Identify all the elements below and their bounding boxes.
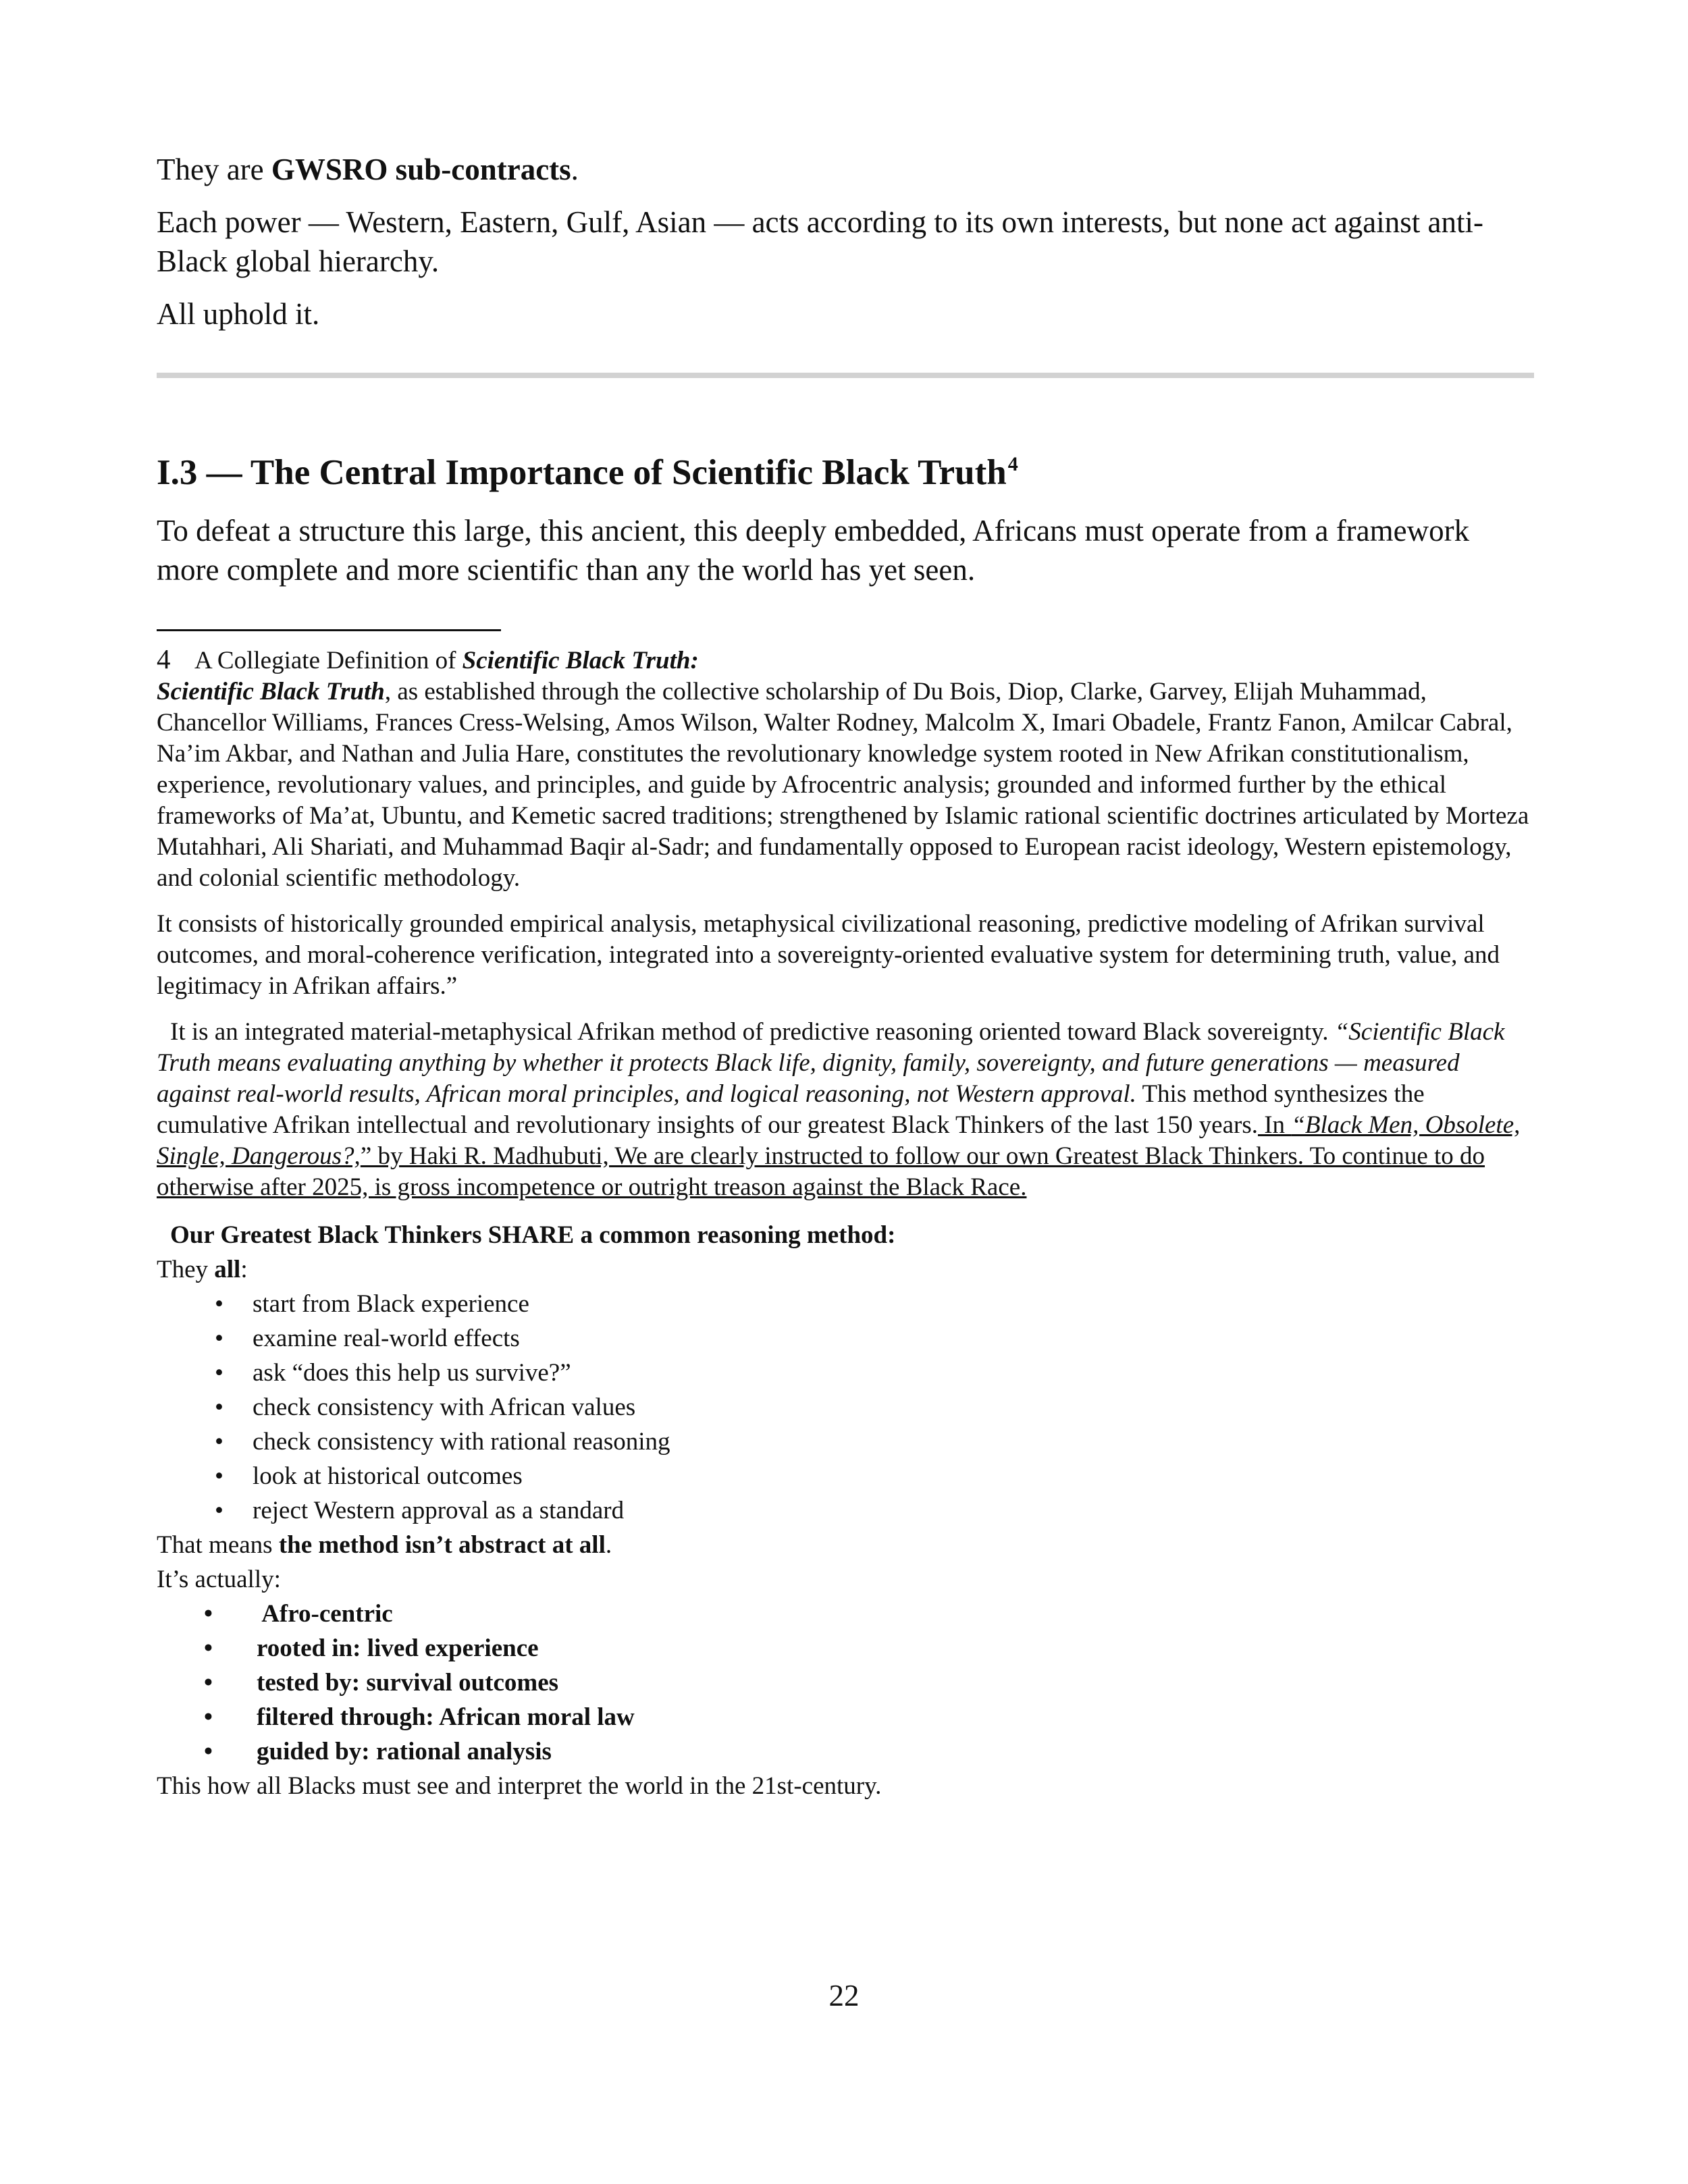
bullet-icon: • <box>204 1600 213 1628</box>
paragraph: Each power — Western, Eastern, Gulf, Asian — acts according to its own interests, but none act against anti-Black global hierarchy. <box>157 205 1484 278</box>
section-intro: To defeat a structure this large, this ancient, this deeply embedded, Africans must operate from a framework more complete and more scientific than any the world has yet seen. <box>157 514 1470 587</box>
list-item: • check consistency with rational reasoning <box>157 1424 1534 1459</box>
bullet-icon: • <box>215 1497 223 1524</box>
top-paragraphs <box>157 150 1534 334</box>
page-number: 22 <box>828 1979 860 2013</box>
section-header <box>157 449 1534 589</box>
text: They are <box>157 153 271 186</box>
list-item: • look at historical outcomes <box>157 1459 1534 1493</box>
list-item: • start from Black experience <box>157 1287 1534 1321</box>
text: A Collegiate Definition of <box>194 647 463 674</box>
line: They all: <box>157 1256 248 1283</box>
text: This method synthesizes the cumulative Afrikan intellectual and revolutionary insights of our greatest Black Thinkers of the last 150 years. <box>157 1080 1425 1139</box>
list-item: • examine real-world effects <box>157 1321 1534 1356</box>
list-item: • reject Western approval as a standard <box>157 1493 1534 1528</box>
qualities-list <box>157 1597 1534 1769</box>
bullet-icon: • <box>215 1359 223 1387</box>
definition-paragraph <box>157 676 1534 894</box>
footnote-title <box>157 643 1534 676</box>
bullet-icon: • <box>215 1462 223 1490</box>
paragraph: All uphold it. <box>157 297 320 331</box>
list-item: • Afro-centric <box>157 1597 1534 1631</box>
footnote-paragraph: It consists of historically grounded empirical analysis, metaphysical civilizational reasoning, predictive modeling of Afrikan survival outcomes, and moral-coherence verification, integrated into a sovereignty-oriented evaluative system for determining truth, value, and legitimacy in Afrikan affairs.” <box>157 910 1500 1000</box>
section-divider <box>157 373 1534 378</box>
footnote-reference[interactable]: 4 <box>1007 453 1018 475</box>
paragraph <box>157 150 1534 189</box>
thinkers-heading: Our Greatest Black Thinkers SHARE a common reasoning method: <box>170 1221 896 1249</box>
list-item: • guided by: rational analysis <box>157 1734 1534 1769</box>
text: . <box>571 153 579 186</box>
footnote <box>157 643 1534 1803</box>
method-list <box>157 1287 1534 1528</box>
bullet-icon: • <box>215 1290 223 1318</box>
bullet-icon: • <box>204 1634 213 1662</box>
list-item: • check consistency with African values <box>157 1390 1534 1424</box>
text: It is an integrated material-metaphysical Afrikan method of predictive reasoning oriented toward Black sovereignty. <box>170 1018 1329 1046</box>
footnote-number: 4 <box>157 643 171 674</box>
underlined-text: In “Black Men, Obsolete, Single, Dangerous?,” by Haki R. Madhubuti, We are clearly instructed to follow our own Greatest Black Thinkers. To continue to do otherwise after 2025, is gross incompetence or outright treason against the Black Race. <box>157 1111 1521 1201</box>
bullet-icon: • <box>204 1669 213 1697</box>
book-title: “Black Men, Obsolete, Single, Dangerous?, <box>157 1111 1521 1170</box>
term: Scientific Black Truth: <box>462 647 699 674</box>
bullet-icon: • <box>204 1703 213 1731</box>
bullet-icon: • <box>215 1325 223 1352</box>
list-item: • filtered through: African moral law <box>157 1700 1534 1734</box>
closing-line: This how all Blacks must see and interpret the world in the 21st-century. <box>157 1772 882 1800</box>
section-heading <box>157 449 1534 502</box>
text: , as established through the collective scholarship of Du Bois, Diop, Clarke, Garvey, Elijah Muhammad, Chancellor Williams, Frances Cress-Welsing, Amos Wilson, Walter Rodney, Malcolm X, Imari Obadele, Frantz Fanon, Amilcar Cabral, Na’im Akbar, and Nathan and Julia Hare, constitutes the revolutionary knowledge system rooted in New Afrikan constitutionalism, experience, revolutionary values, and principles, and guide by Afrocentric analysis; grounded and informed further by the ethical frameworks of Ma’at, Ubuntu, and Kemetic sacred traditions; strengthened by Islamic rational scientific doctrines articulated by Morteza Mutahhari, Ali Shariati, and Muhammad Baqir al-Sadr; and fundamentally opposed to European racist ideology, Western epistemology, and colonial scientific methodology. <box>157 678 1529 892</box>
bullet-icon: • <box>204 1738 213 1765</box>
bullet-icon: • <box>215 1428 223 1456</box>
list-item: • rooted in: lived experience <box>157 1631 1534 1666</box>
heading-text: I.3 — The Central Importance of Scientific Black Truth <box>157 453 1007 492</box>
footnote-separator <box>157 629 501 631</box>
quote: “Scientific Black Truth means evaluating anything by whether it protects Black life, dignity, family, sovereignty, and future generations — measured against real-world results, African moral principles, and logical reasoning, not Western approval. <box>157 1018 1505 1108</box>
list-item: • tested by: survival outcomes <box>157 1666 1534 1700</box>
term: Scientific Black Truth <box>157 678 385 705</box>
bullet-icon: • <box>215 1393 223 1421</box>
footnote-paragraph <box>157 1017 1534 1203</box>
line: It’s actually: <box>157 1566 281 1593</box>
line: That means the method isn’t abstract at all. <box>157 1531 612 1559</box>
bold-text: GWSRO sub-contracts <box>271 153 571 186</box>
list-item: • ask “does this help us survive?” <box>157 1356 1534 1390</box>
